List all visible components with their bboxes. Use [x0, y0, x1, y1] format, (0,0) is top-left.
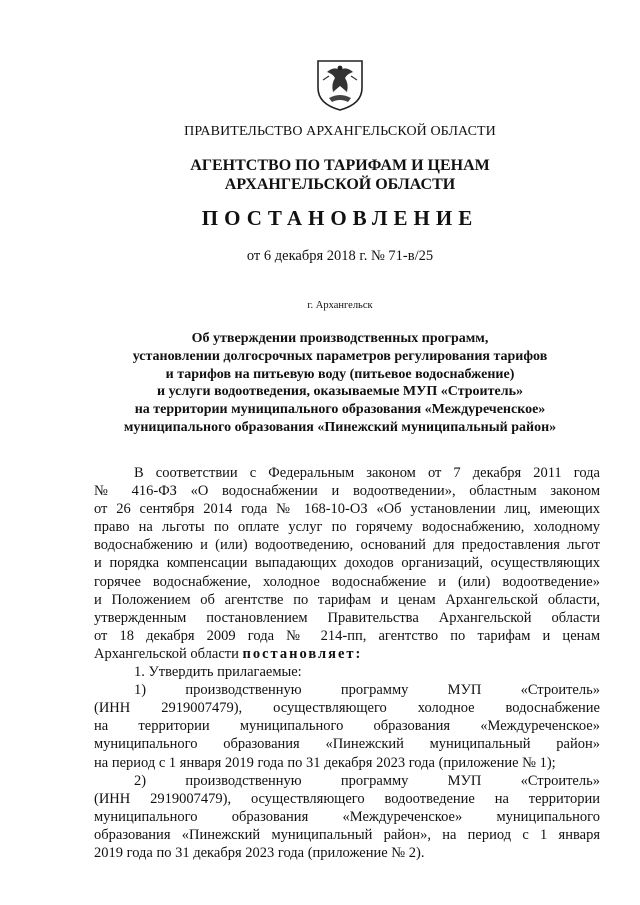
agency-name — [0, 156, 640, 194]
word: осуществляющего — [250, 790, 365, 807]
preamble-line: и Положением об агентстве по тарифам и ценам Архангельской области, — [94, 591, 600, 608]
word: производственную — [185, 682, 302, 699]
word: осуществляющего — [273, 700, 387, 717]
word: образования — [223, 736, 300, 753]
word: район» — [556, 736, 600, 753]
word: (ИНН — [94, 790, 131, 807]
coat-of-arms-icon — [315, 58, 365, 112]
preamble-line: право на льготы по оплате услуг по горячему водоснабжению, холодному — [94, 519, 600, 536]
preamble-line: водоснабжению и (или) водоотведению, оснований для предоставления льгот — [94, 537, 600, 554]
preamble-line: от 26 сентября 2014 года № 168-10-ОЗ «Об установлении лиц, имеющих — [94, 501, 600, 518]
word: 2) — [134, 772, 147, 789]
word: на — [94, 718, 109, 735]
word: программу — [340, 772, 409, 789]
subitem-1-line: на период с 1 января 2019 года по 31 декабря 2023 года (приложение № 1); — [94, 754, 556, 771]
date-and-number: от 6 декабря 2018 г. № 71-в/25 — [246, 248, 434, 264]
document-title — [0, 330, 640, 437]
word: образования — [373, 718, 451, 735]
word: 1) — [134, 682, 147, 699]
title-line: и тарифов на питьевую воду (питьевое водоснабжение) — [165, 366, 515, 382]
subitem-2-line — [94, 790, 600, 808]
preamble-line: от 18 декабря 2009 года № 214-пп, агентство по тарифам и ценам — [94, 627, 600, 644]
subitem-1-line — [94, 699, 600, 717]
preamble-line: утвержденным постановлением Правительства Архангельской области — [94, 609, 600, 626]
word: на — [494, 790, 509, 807]
title-line: Об утверждении производственных программ, — [191, 331, 489, 346]
word: «Междуреченское» — [342, 808, 463, 825]
preamble-last-line — [94, 645, 600, 663]
document-body — [94, 464, 600, 862]
word: 2919007479), — [150, 790, 232, 807]
subitem-2-line — [94, 808, 600, 826]
preamble-line: № 416-ФЗ «О водоснабжении и водоотведении», областным законом — [94, 483, 600, 500]
subitem-1-line — [94, 717, 600, 735]
word: территории — [138, 718, 210, 735]
preamble-line: горячее водоснабжение, холодное водоснабжение и (или) водоотведение» — [94, 573, 600, 590]
word: «Пинежский — [325, 736, 404, 753]
preamble-text: Архангельской области — [94, 645, 243, 662]
preamble-line: В соответствии с Федеральным законом от 7 декабря 2011 года — [134, 465, 600, 481]
title-line: и услуги водоотведения, оказываемые МУП «Строитель» — [157, 384, 523, 400]
word: «Строитель» — [520, 682, 600, 699]
item-1-heading: 1. Утвердить прилагаемые: — [134, 664, 302, 681]
word: «Строитель» — [520, 772, 600, 789]
title-line: установлении долгосрочных параметров регулирования тарифов — [132, 348, 548, 364]
subitem-1-line — [94, 735, 600, 753]
word: муниципального — [239, 718, 344, 735]
resolves-keyword: постановляет: — [242, 645, 363, 662]
word: муниципального — [94, 736, 198, 753]
subitem-1-line — [94, 681, 600, 699]
subitem-2-line: образования «Пинежский муниципальный район», на период с 1 января — [94, 826, 600, 843]
word: образования — [231, 808, 309, 825]
word: водоснабжение — [505, 700, 600, 717]
word: (ИНН — [94, 700, 131, 717]
subitem-2-line: 2019 года по 31 декабря 2023 года (приложение № 2). — [94, 844, 425, 861]
word: МУП — [447, 682, 482, 699]
word: программу — [340, 682, 409, 699]
word: муниципального — [94, 808, 198, 825]
word: холодное — [417, 700, 475, 717]
word: территории — [528, 790, 600, 807]
subitem-2-line — [94, 772, 600, 790]
title-line: на территории муниципального образования «Междуреченское» — [134, 402, 546, 418]
word: «Междуреченское» — [480, 718, 600, 735]
word: муниципальный — [429, 736, 531, 753]
agency-name-line1: АГЕНТСТВО ПО ТАРИФАМ И ЦЕНАМ — [190, 157, 490, 174]
preamble-line: и порядка компенсации выпадающих доходов организаций, осуществляющих — [94, 555, 600, 572]
word: муниципального — [496, 808, 600, 825]
word: МУП — [447, 772, 482, 789]
government-name: ПРАВИТЕЛЬСТВО АРХАНГЕЛЬСКОЙ ОБЛАСТИ — [184, 124, 496, 139]
document-type: ПОСТАНОВЛЕНИЕ — [201, 206, 479, 230]
word: 2919007479), — [161, 700, 243, 717]
word: водоотведение — [384, 790, 475, 807]
city: г. Архангельск — [307, 300, 373, 311]
title-line: муниципального образования «Пинежский муниципальный район» — [123, 419, 557, 435]
agency-name-line2: АРХАНГЕЛЬСКОЙ ОБЛАСТИ — [224, 176, 456, 193]
word: производственную — [185, 772, 302, 789]
